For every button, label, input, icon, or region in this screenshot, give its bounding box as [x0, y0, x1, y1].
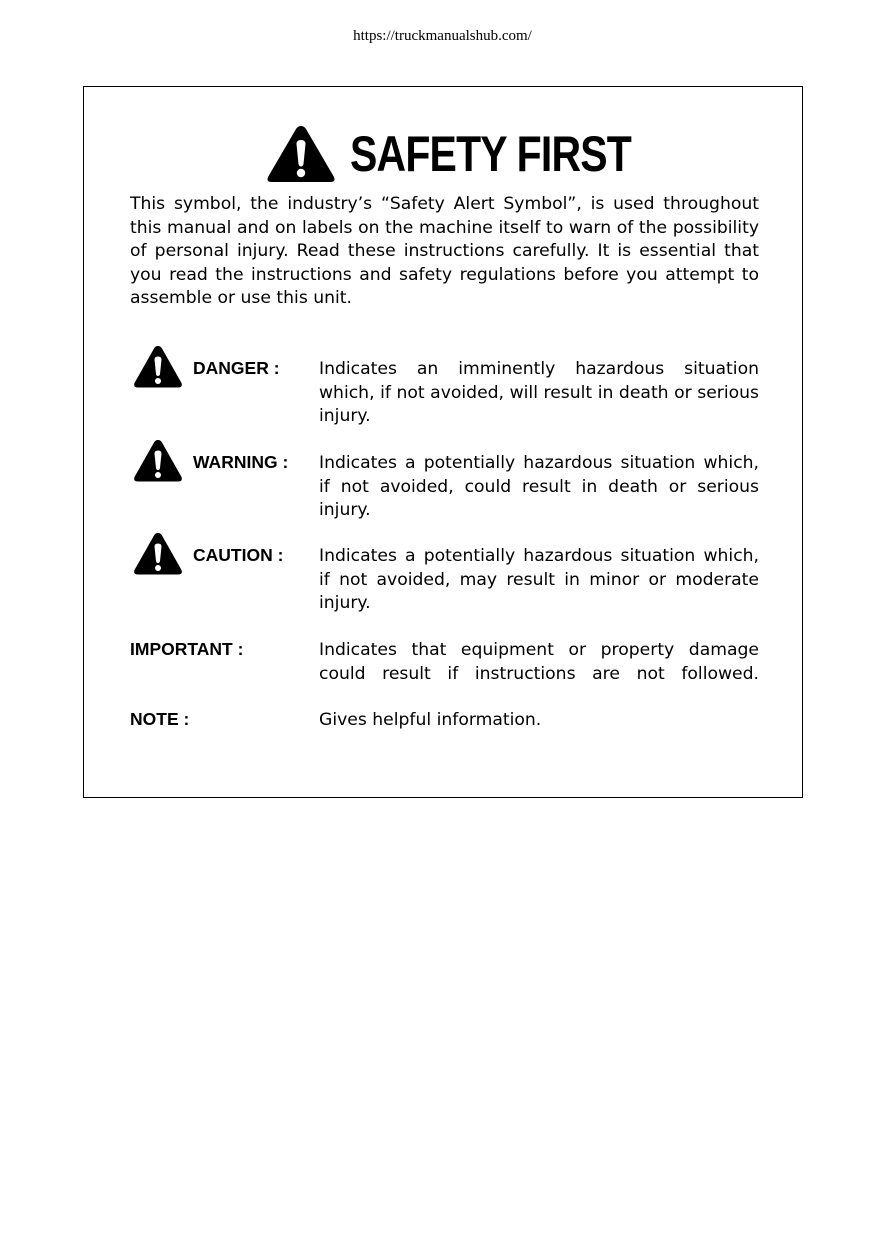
page-title: SAFETY FIRST — [350, 126, 631, 182]
title-row — [84, 123, 804, 185]
definition-label: CAUTION : — [193, 545, 284, 565]
definition-label: WARNING : — [193, 452, 289, 472]
warning-triangle-icon — [133, 532, 183, 576]
definition-text: Indicates an imminently hazardous situation which, if not avoided, will result in death or serious injury. — [319, 359, 759, 426]
definition-label: NOTE : — [130, 709, 190, 729]
definition-text: Indicates a potentially hazardous situation which, if not avoided, could result in death or serious injury. — [319, 453, 759, 520]
definition-text: Indicates that equipment or property damage could result if instructions are not followed. — [319, 640, 759, 684]
warning-triangle-icon — [133, 345, 183, 389]
warning-triangle-icon — [266, 124, 336, 184]
definition-label: IMPORTANT : — [130, 639, 244, 659]
source-url: https://truckmanualshub.com/ — [353, 28, 532, 44]
definition-text: Gives helpful information. — [319, 710, 542, 730]
warning-triangle-icon — [133, 439, 183, 483]
definition-text: Indicates a potentially hazardous situation which, if not avoided, may result in minor or moderate injury. — [319, 546, 759, 613]
safety-first-box — [83, 86, 803, 798]
intro-paragraph: This symbol, the industry’s “Safety Alert Symbol”, is used throughout this manual and on labels on the machine itself to warn of the possibility of personal injury. Read these instructions carefully. It is essential that you read the instructions and safety regulations before you attempt to assemble or use this unit. — [130, 194, 759, 309]
definition-label: DANGER : — [193, 358, 280, 378]
